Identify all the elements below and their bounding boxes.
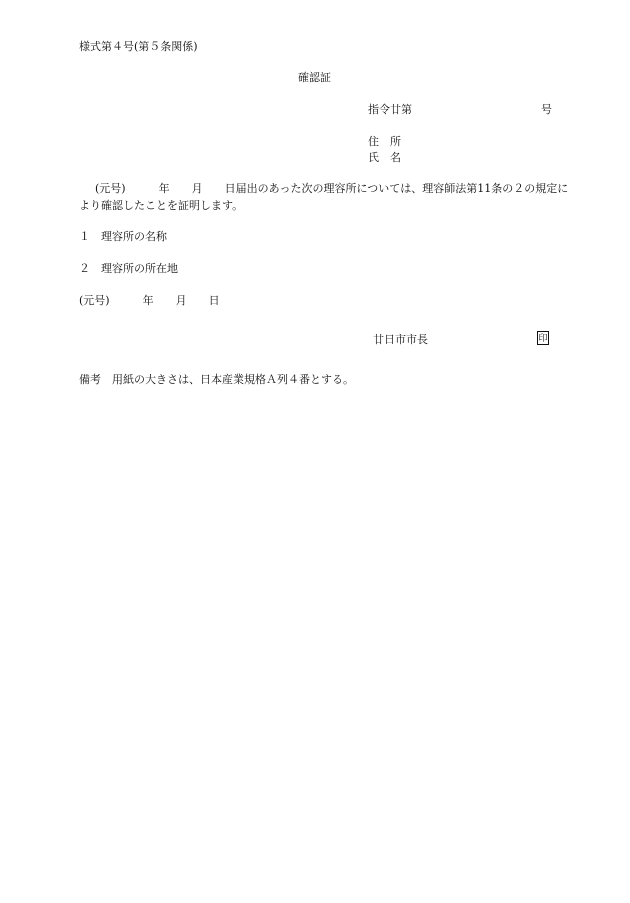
remark-note: 備考 用紙の大きさは、日本産業規格Ａ列４番とする。 [79, 373, 354, 386]
document-title: 確認証 [298, 71, 331, 84]
seal-stamp: 印 [537, 331, 549, 345]
item-shop-name: １ 理容所の名称 [79, 230, 167, 243]
form-number: 様式第４号(第５条関係) [79, 40, 198, 53]
issuer-title: 廿日市市長 [373, 333, 428, 346]
item-shop-address: ２ 理容所の所在地 [79, 262, 178, 275]
body-text-line-1: (元号) 年 月 日届出のあった次の理容所については、理容師法第11条の２の規定に [95, 182, 569, 195]
document-number-prefix: 指令廿第 [368, 103, 412, 116]
recipient-name-label: 氏 名 [368, 151, 401, 164]
document-number-suffix: 号 [541, 103, 552, 116]
recipient-address-label: 住 所 [368, 135, 401, 148]
body-text-line-2: より確認したことを証明します。 [79, 199, 244, 212]
issue-date: (元号) 年 月 日 [79, 294, 220, 307]
